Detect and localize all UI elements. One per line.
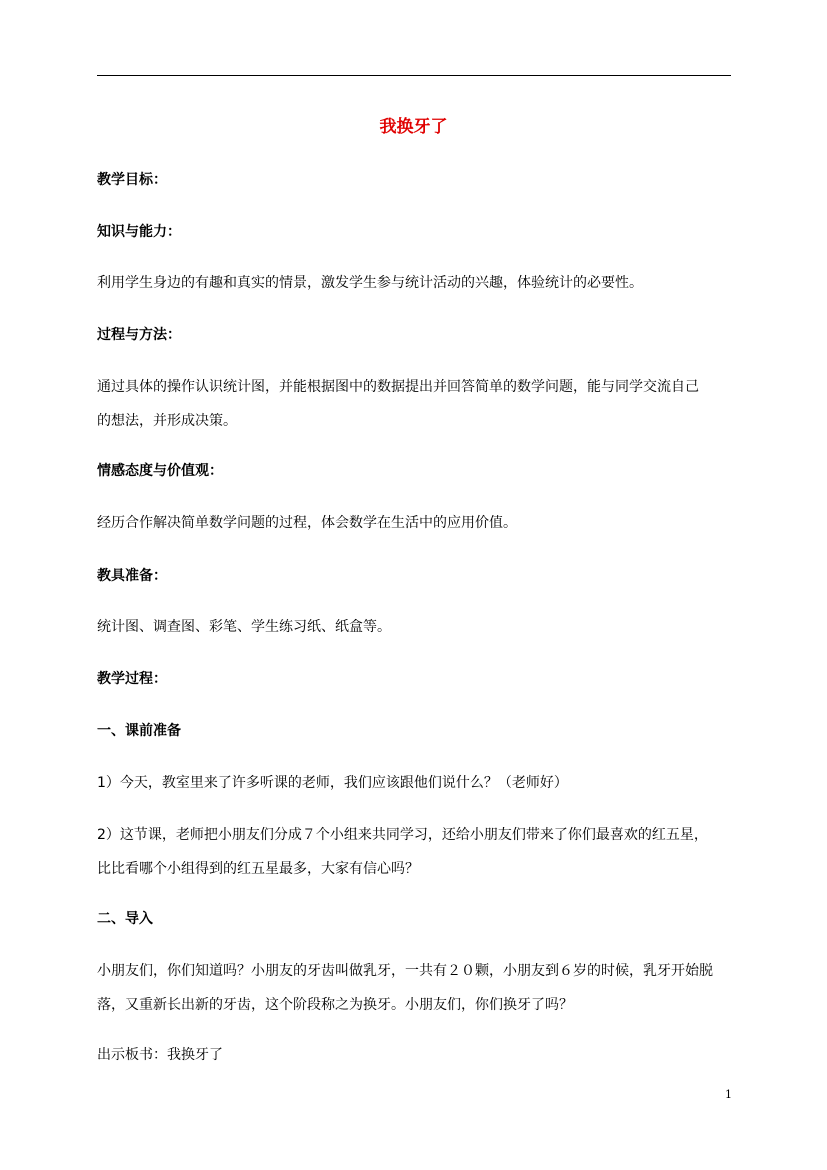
paragraph-knowledge: 利用学生身边的有趣和真实的情景，激发学生参与统计活动的兴趣，体验统计的必要性。 [97, 275, 643, 291]
header-rule [97, 75, 731, 76]
heading-introduction: 二、导入 [97, 911, 153, 927]
heading-process-method: 过程与方法： [97, 327, 181, 343]
paragraph-intro-line-1: 小朋友们，你们知道吗？小朋友的牙齿叫做乳牙，一共有２０颗，小朋友到６岁的时候，乳牙开始脱 [97, 963, 713, 979]
heading-teaching-goals: 教学目标： [97, 172, 167, 188]
page-number: 1 [725, 1088, 732, 1101]
heading-knowledge-ability: 知识与能力： [97, 224, 181, 240]
heading-teaching-tools: 教具准备： [97, 568, 167, 584]
paragraph-process-line-2: 的想法，并形成决策。 [97, 413, 237, 429]
paragraph-intro-line-2: 落，又重新长出新的牙齿，这个阶段称之为换牙。小朋友们，你们换牙了吗？ [97, 997, 573, 1013]
heading-teaching-process: 教学过程： [97, 671, 167, 687]
paragraph-prep-2-line-1: 2）这节课，老师把小朋友们分成７个小组来共同学习，还给小朋友们带来了你们最喜欢的红五星， [97, 827, 708, 843]
paragraph-prep-2-line-2: 比比看哪个小组得到的红五星最多，大家有信心吗？ [97, 861, 419, 877]
paragraph-process-line-1: 通过具体的操作认识统计图，并能根据图中的数据提出并回答简单的数学问题，能与同学交流自己 [97, 379, 699, 395]
paragraph-tools: 统计图、调查图、彩笔、学生练习纸、纸盒等。 [97, 619, 391, 635]
paragraph-emotion: 经历合作解决简单数学问题的过程，体会数学在生活中的应用价值。 [97, 515, 517, 531]
heading-pre-class: 一、课前准备 [97, 723, 181, 739]
page-title: 我换牙了 [379, 117, 448, 137]
paragraph-prep-1: 1）今天，教室里来了许多听课的老师，我们应该跟他们说什么？（老师好） [97, 775, 568, 791]
heading-emotion-values: 情感态度与价值观： [97, 463, 223, 479]
paragraph-board-writing: 出示板书：我换牙了 [97, 1047, 223, 1063]
